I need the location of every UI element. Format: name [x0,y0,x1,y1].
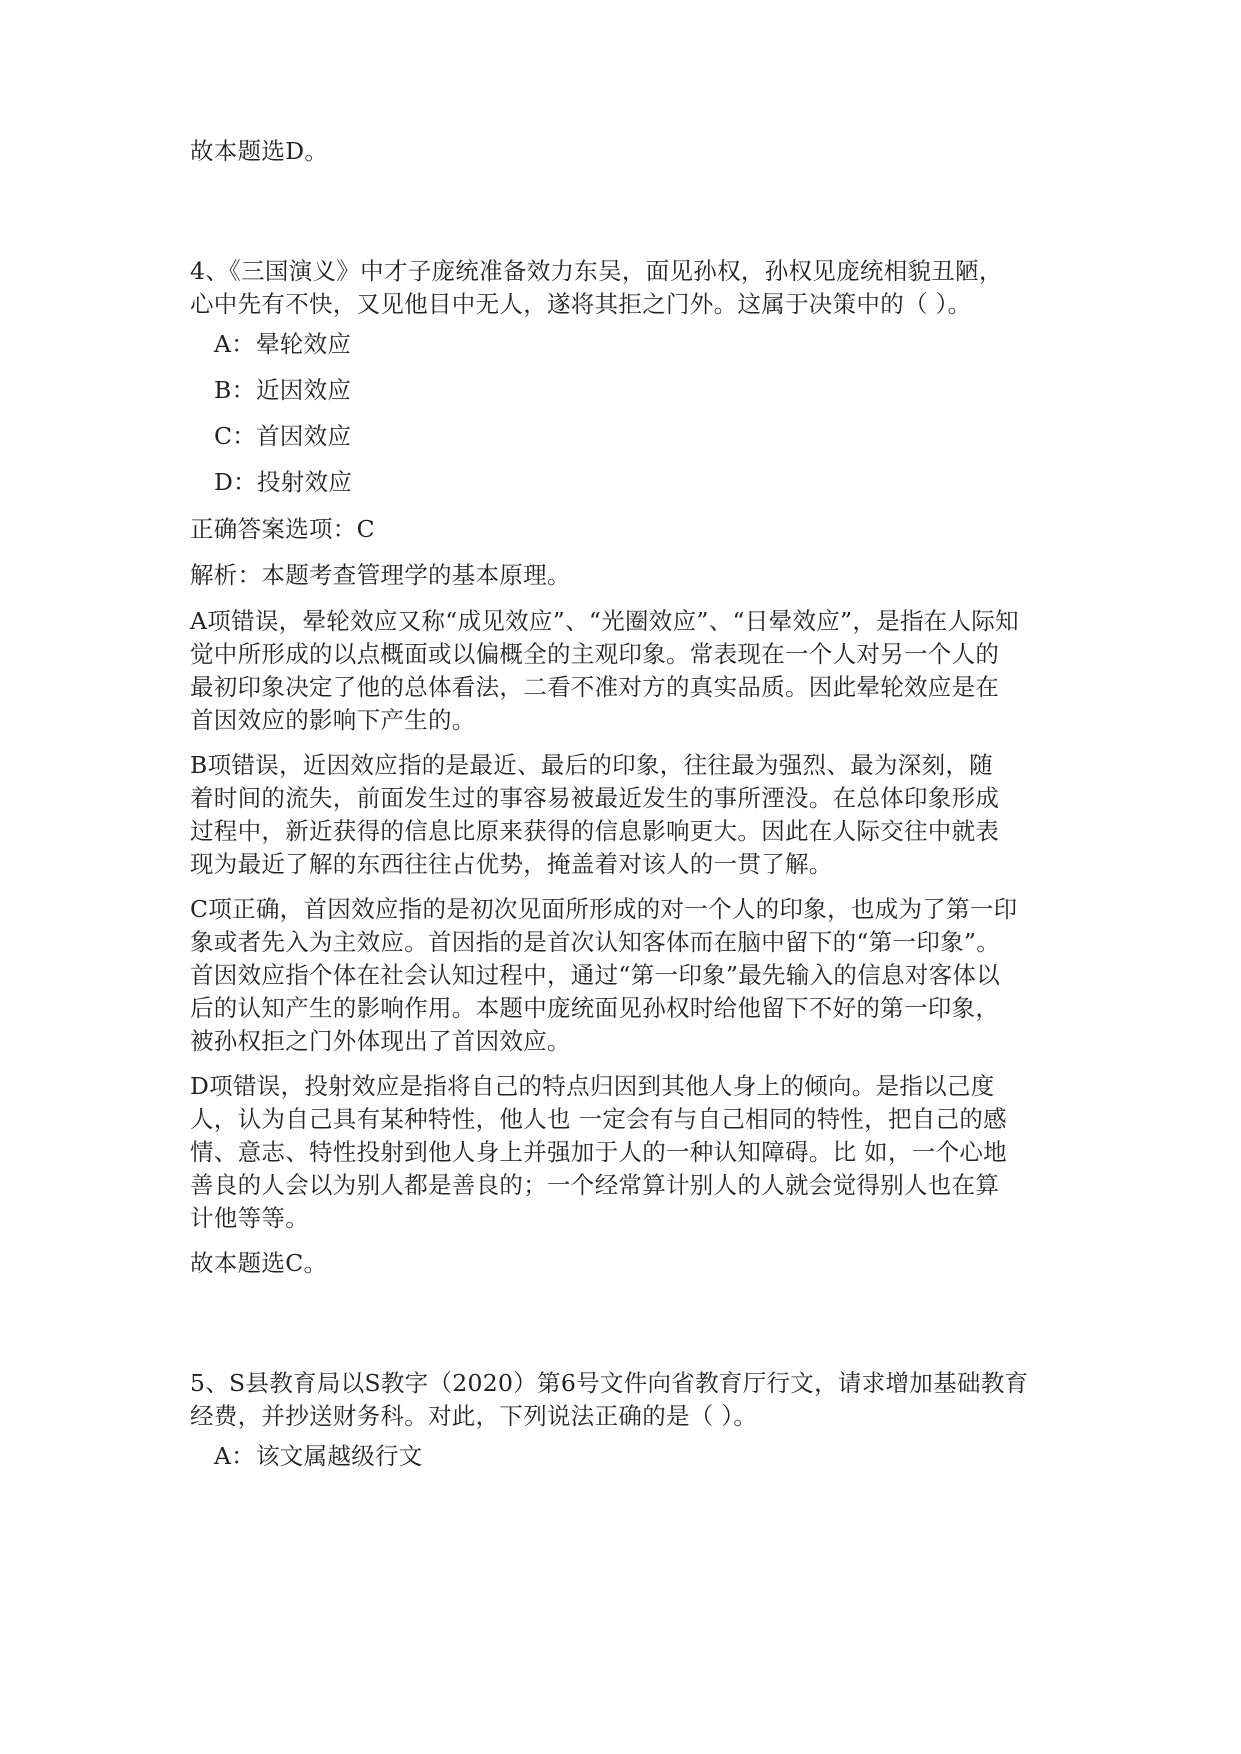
para-d-line: 情、意志、特性投射到他人身上并强加于人的一种认知障碍。比 如，一个心地 [190,1138,1007,1166]
option-text: 晕轮效应 [256,330,352,358]
para-d-line: 善良的人会以为别人都是善良的；一个经常算计别人的人就会觉得别人也在算 [190,1171,1000,1199]
question-5 [190,1367,1028,1433]
para-b-line: 着时间的流失，前面发生过的事容易被最近发生的事所湮没。在总体印象形成 [190,784,1000,812]
para-a-line: A项错误，晕轮效应又称“成见效应”、“光圈效应”、“日晕效应”，是指在人际知 [190,607,1019,635]
para-b-line: 现为最近了解的东西往往占优势，掩盖着对该人的一贯了解。 [190,850,833,878]
q5-option-a [190,1440,423,1473]
q4-option-b [190,374,351,407]
para-d-line: 计他等等。 [190,1204,309,1232]
option-text: 近因效应 [256,376,352,404]
option-letter: B： [214,376,256,404]
q4-stem-line-2: 心中先有不快，又见他目中无人，遂将其拒之门外。这属于决策中的（ ）。 [190,290,972,318]
q4-conclusion: 故本题选C。 [190,1249,328,1277]
option-text: 该文属越级行文 [256,1442,423,1470]
prev-conclusion: 故本题选D。 [190,137,329,165]
q4-para-a [190,605,1019,737]
para-d-line: 人，认为自己具有某种特性，他人也 一定会有与自己相同的特性，把自己的感 [190,1105,1007,1133]
para-c-line: 象或者先入为主效应。首因指的是首次认知客体而在脑中留下的“第一印象”。 [190,928,1001,956]
q4-para-c [190,893,1017,1058]
q4-answer: 正确答案选项：C [190,515,375,543]
q5-stem-line-2: 经费，并抄送财务科。对此，下列说法正确的是（ ）。 [190,1402,758,1430]
option-text: 首因效应 [256,422,352,450]
q5-stem-line-1: 5、S县教育局以S教字（2020）第6号文件向省教育厅行文，请求增加基础教育 [190,1369,1029,1397]
para-a-line: 最初印象决定了他的总体看法，二看不准对方的真实品质。因此晕轮效应是在 [190,673,1000,701]
para-b-line: 过程中，新近获得的信息比原来获得的信息影响更大。因此在人际交往中就表 [190,817,1000,845]
option-letter: A： [214,330,256,358]
option-letter: C： [214,422,257,450]
q4-option-c [190,420,351,453]
option-letter: A： [214,1442,256,1470]
option-text: 投射效应 [256,468,353,496]
q4-option-d [190,466,352,499]
para-a-line: 觉中所形成的以点概面或以偏概全的主观印象。常表现在一个人对另一个人的 [190,640,1000,668]
para-c-line: 后的认知产生的影响作用。本题中庞统面见孙权时给他留下不好的第一印象， [190,994,1000,1022]
para-c-line: 被孙权拒之门外体现出了首因效应。 [190,1027,571,1055]
option-letter: D： [214,468,257,496]
q4-analysis-intro: 解析：本题考查管理学的基本原理。 [190,561,571,589]
para-d-line: D项错误，投射效应是指将自己的特点归因到其他人身上的倾向。是指以己度 [190,1072,995,1100]
para-c-line: 首因效应指个体在社会认知过程中，通过“第一印象”最先输入的信息对客体以 [190,961,1001,989]
para-b-line: B项错误，近因效应指的是最近、最后的印象，往往最为强烈、最为深刻，随 [190,751,993,779]
question-4 [190,255,1003,321]
q4-para-d [190,1070,1007,1235]
para-a-line: 首因效应的影响下产生的。 [190,706,476,734]
para-c-line: C项正确，首因效应指的是初次见面所形成的对一个人的印象，也成为了第一印 [190,895,1018,923]
q4-para-b [190,749,999,881]
q4-option-a [190,328,351,361]
q4-stem-line-1: 4、《三国演义》中才子庞统准备效力东吴，面见孙权，孙权见庞统相貌丑陋， [190,257,1003,285]
